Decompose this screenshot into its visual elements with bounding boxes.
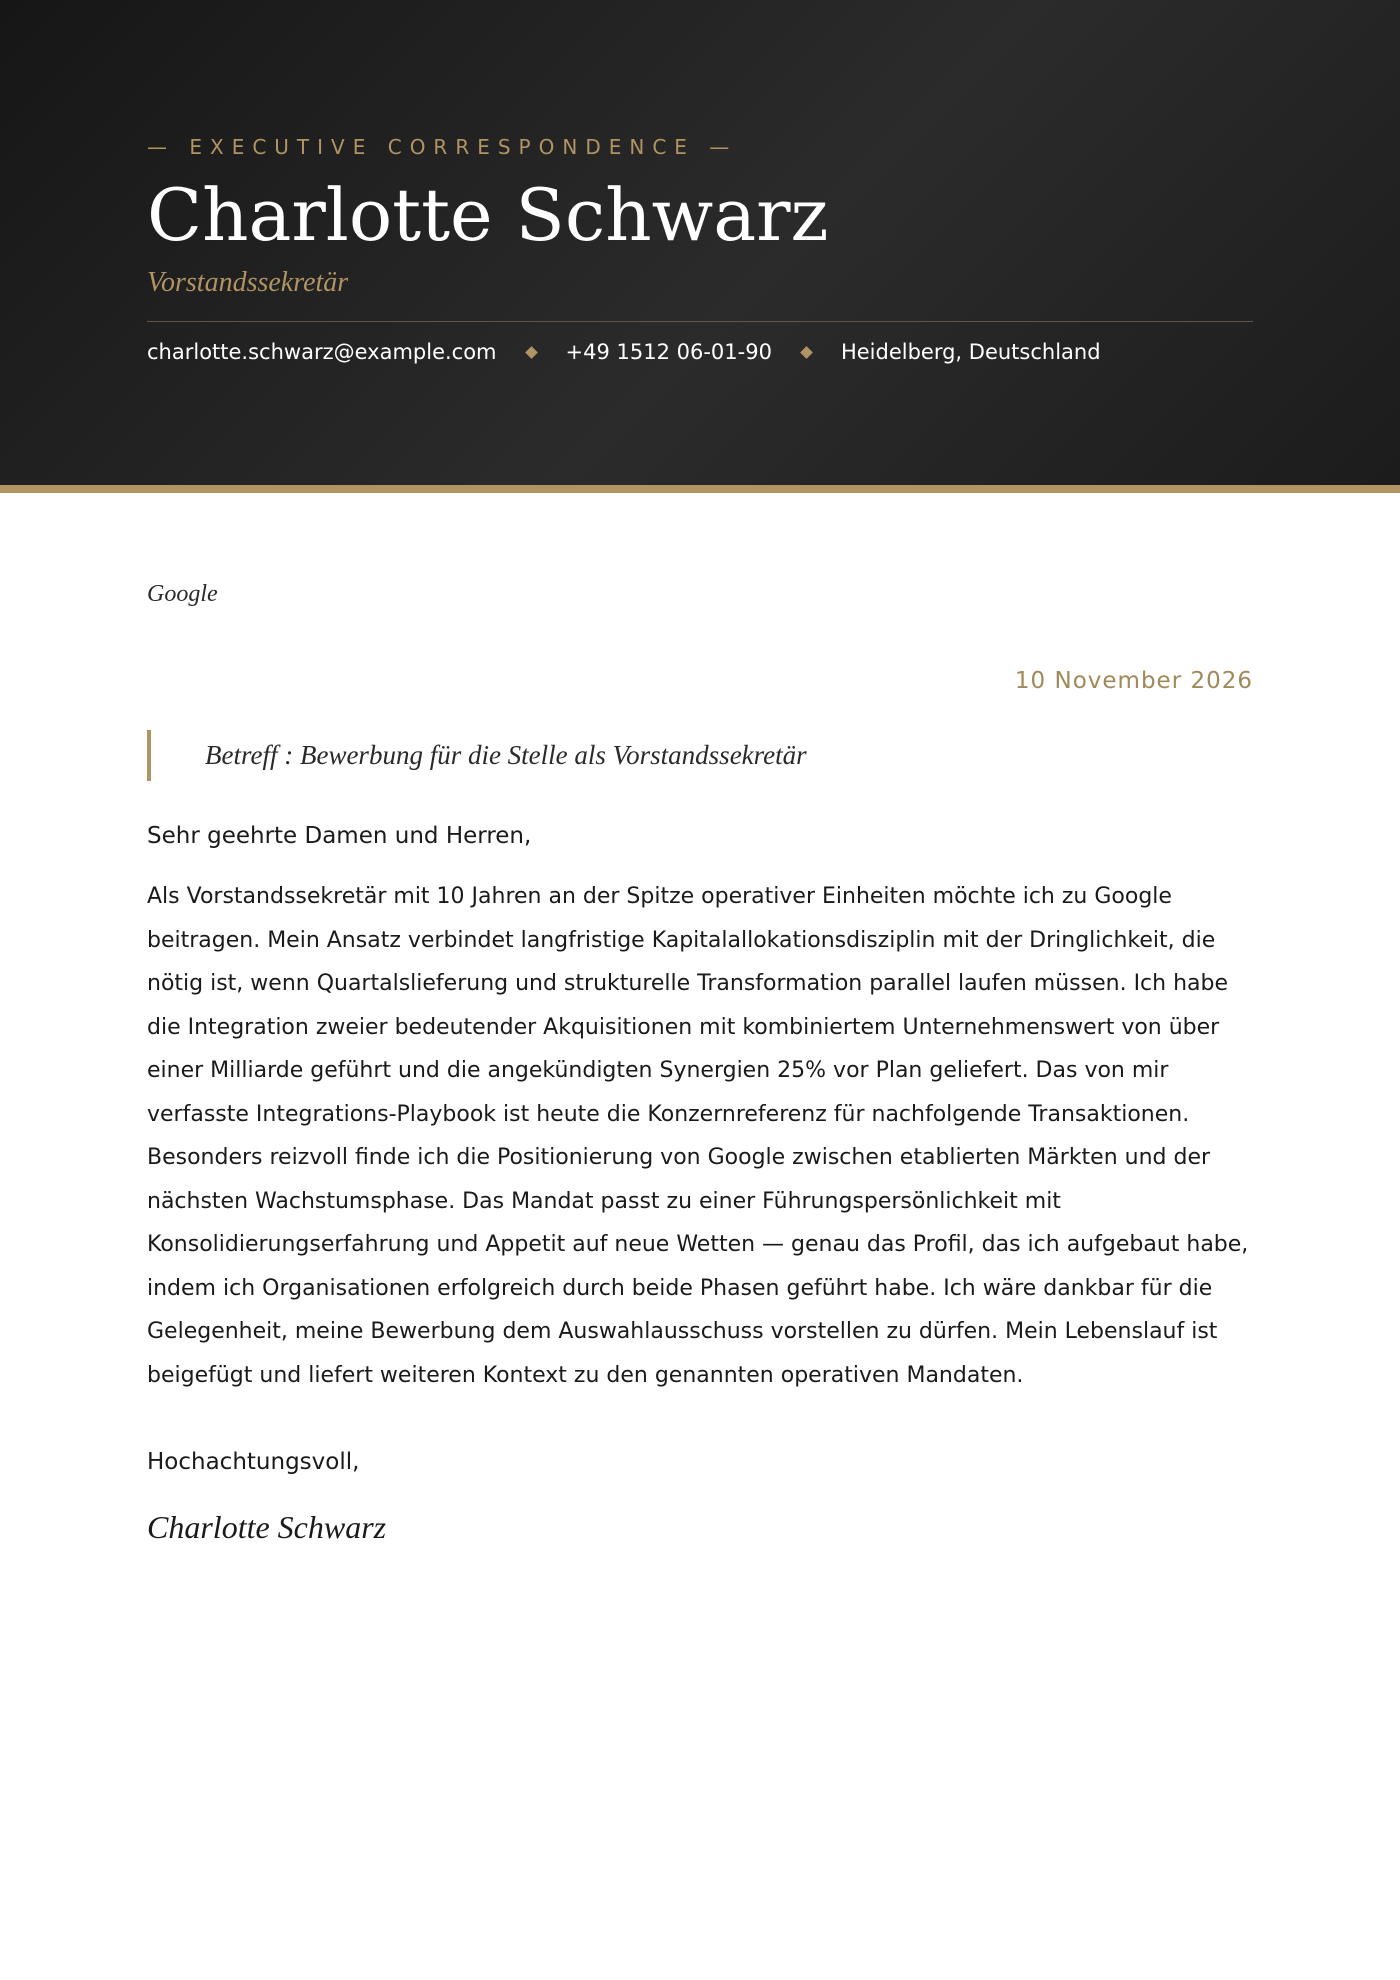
letterhead-header [0,0,1400,493]
closing-phrase: Hochachtungsvoll, [147,1449,360,1475]
eyebrow-label: — EXECUTIVE CORRESPONDENCE — [147,135,738,159]
sender-name: Charlotte Schwarz [147,173,829,257]
salutation: Sehr geehrte Damen und Herren, [147,823,532,849]
header-divider [147,321,1253,322]
diamond-separator-icon [525,346,538,359]
contact-phone[interactable]: +49 1512 06-01-90 [565,340,772,364]
letterhead-content [147,135,1253,364]
recipient-company: Google [147,581,218,607]
letter-date: 10 November 2026 [1014,668,1253,694]
contact-location: Heidelberg, Deutschland [840,340,1101,364]
contact-email[interactable]: charlotte.schwarz@example.com [147,340,497,364]
letter-content [147,493,1253,1546]
contact-row [147,340,1253,364]
subject-line: Betreff : Bewerbung für die Stelle als Vorstandssekretär [147,730,1253,781]
signature: Charlotte Schwarz [147,1509,387,1545]
sender-role: Vorstandssekretär [147,267,349,298]
letter-body: Als Vorstandssekretär mit 10 Jahren an der Spitze operativer Einheiten möchte ich zu Google beitragen. Mein Ansatz verbindet langfristige Kapitalallokationsdisziplin mit der Dringlichkeit, die nötig ist, wenn Quartalslieferung und strukturelle Transformation parallel laufen müssen. Ich habe die Integration zweier bedeutender Akquisitionen mit kombiniertem Unternehmenswert von über einer Milliarde geführt und die angekündigten Synergien 25% vor Plan geliefert. Das von mir verfasste Integrations-Playbook ist heute die Konzernreferenz für nachfolgende Transaktionen. Besonders reizvoll finde ich die Positionierung von Google zwischen etablierten Märkten und der nächsten Wachstumsphase. Das Mandat passt zu einer Führungspersönlichkeit mit Konsolidierungserfahrung und Appetit auf neue Wetten — genau das Profil, das ich aufgebaut habe, indem ich Organisationen erfolgreich durch beide Phasen geführt habe. Ich wäre dankbar für die Gelegenheit, meine Bewerbung dem Auswahlausschuss vorstellen zu dürfen. Mein Lebenslauf ist beigefügt und liefert weiteren Kontext zu den genannten operativen Mandaten. [147,884,1249,1388]
diamond-separator-icon [800,346,813,359]
